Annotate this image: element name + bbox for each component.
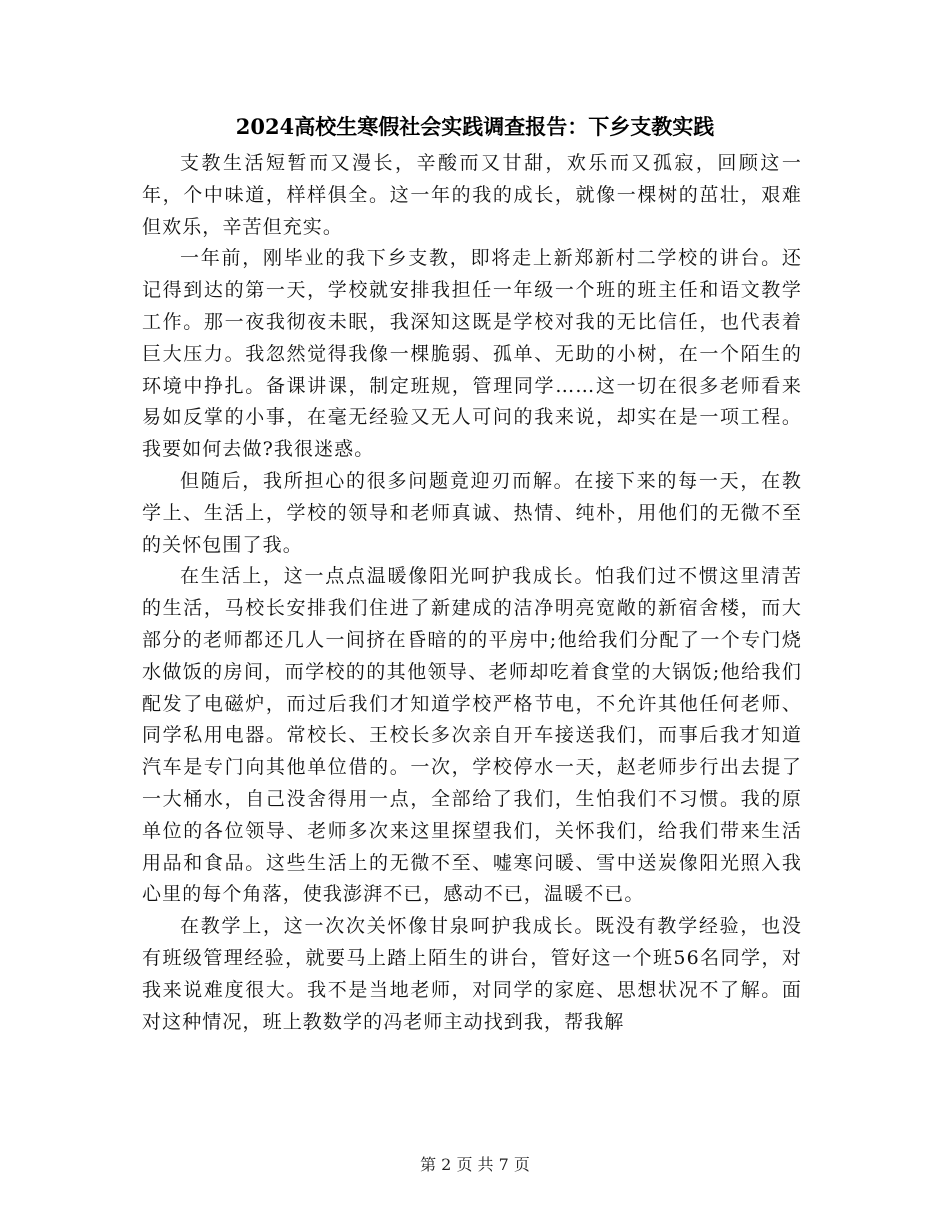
paragraph-4: 在生活上，这一点点温暖像阳光呵护我成长。怕我们过不惯这里清苦的生活，马校长安排我们住进了新建成的洁净明亮宽敞的新宿舍楼，而大部分的老师都还几人一间挤在昏暗的的平房中;他给我们分配了一个专门烧水做饭的房间，而学校的的其他领导、老师却吃着食堂的大锅饭;他给我们配发了电磁炉，而过后我们才知道学校严格节电，不允许其他任何老师、同学私用电器。常校长、王校长多次亲自开车接送我们，而事后我才知道汽车是专门向其他单位借的。一次，学校停水一天，赵老师步行出去提了一大桶水，自己没舍得用一点，全部给了我们，生怕我们不习惯。我的原单位的各位领导、老师多次来这里探望我们，关怀我们，给我们带来生活用品和食品。这些生活上的无微不至、嘘寒问暖、雪中送炭像阳光照入我心里的每个角落，使我澎湃不已，感动不已，温暖不已。	[142, 565, 802, 906]
body-text	[142, 148, 802, 1038]
paragraph-5: 在教学上，这一次次关怀像甘泉呵护我成长。既没有教学经验，也没有班级管理经验，就要马上踏上陌生的讲台，管好这一个班56名同学，对我来说难度很大。我不是当地老师，对同学的家庭、思想状况不了解。面对这种情况，班上教数学的冯老师主动找到我，帮我解	[142, 915, 802, 1033]
paragraph-2: 一年前，刚毕业的我下乡支教，即将走上新郑新村二学校的讲台。还记得到达的第一天，学校就安排我担任一年级一个班的班主任和语文教学工作。那一夜我彻夜未眠，我深知这既是学校对我的无比信任，也代表着巨大压力。我忽然觉得我像一棵脆弱、孤单、无助的小树，在一个陌生的环境中挣扎。备课讲课，制定班规，管理同学……这一切在很多老师看来易如反掌的小事，在毫无经验又无人可问的我来说，却实在是一项工程。我要如何去做?我很迷惑。	[142, 247, 802, 461]
page-title: 2024高校生寒假社会实践调查报告：下乡支教实践	[235, 114, 715, 139]
page-footer: 第 2 页 共 7 页	[420, 1155, 530, 1174]
paragraph-3: 但随后，我所担心的很多问题竟迎刃而解。在接下来的每一天，在教学上、生活上，学校的领导和老师真诚、热情、纯朴，用他们的无微不至的关怀包围了我。	[142, 469, 802, 556]
paragraph-1: 支教生活短暂而又漫长，辛酸而又甘甜，欢乐而又孤寂，回顾这一年，个中味道，样样俱全。这一年的我的成长，就像一棵树的茁壮，艰难但欢乐，辛苦但充实。	[142, 152, 802, 238]
